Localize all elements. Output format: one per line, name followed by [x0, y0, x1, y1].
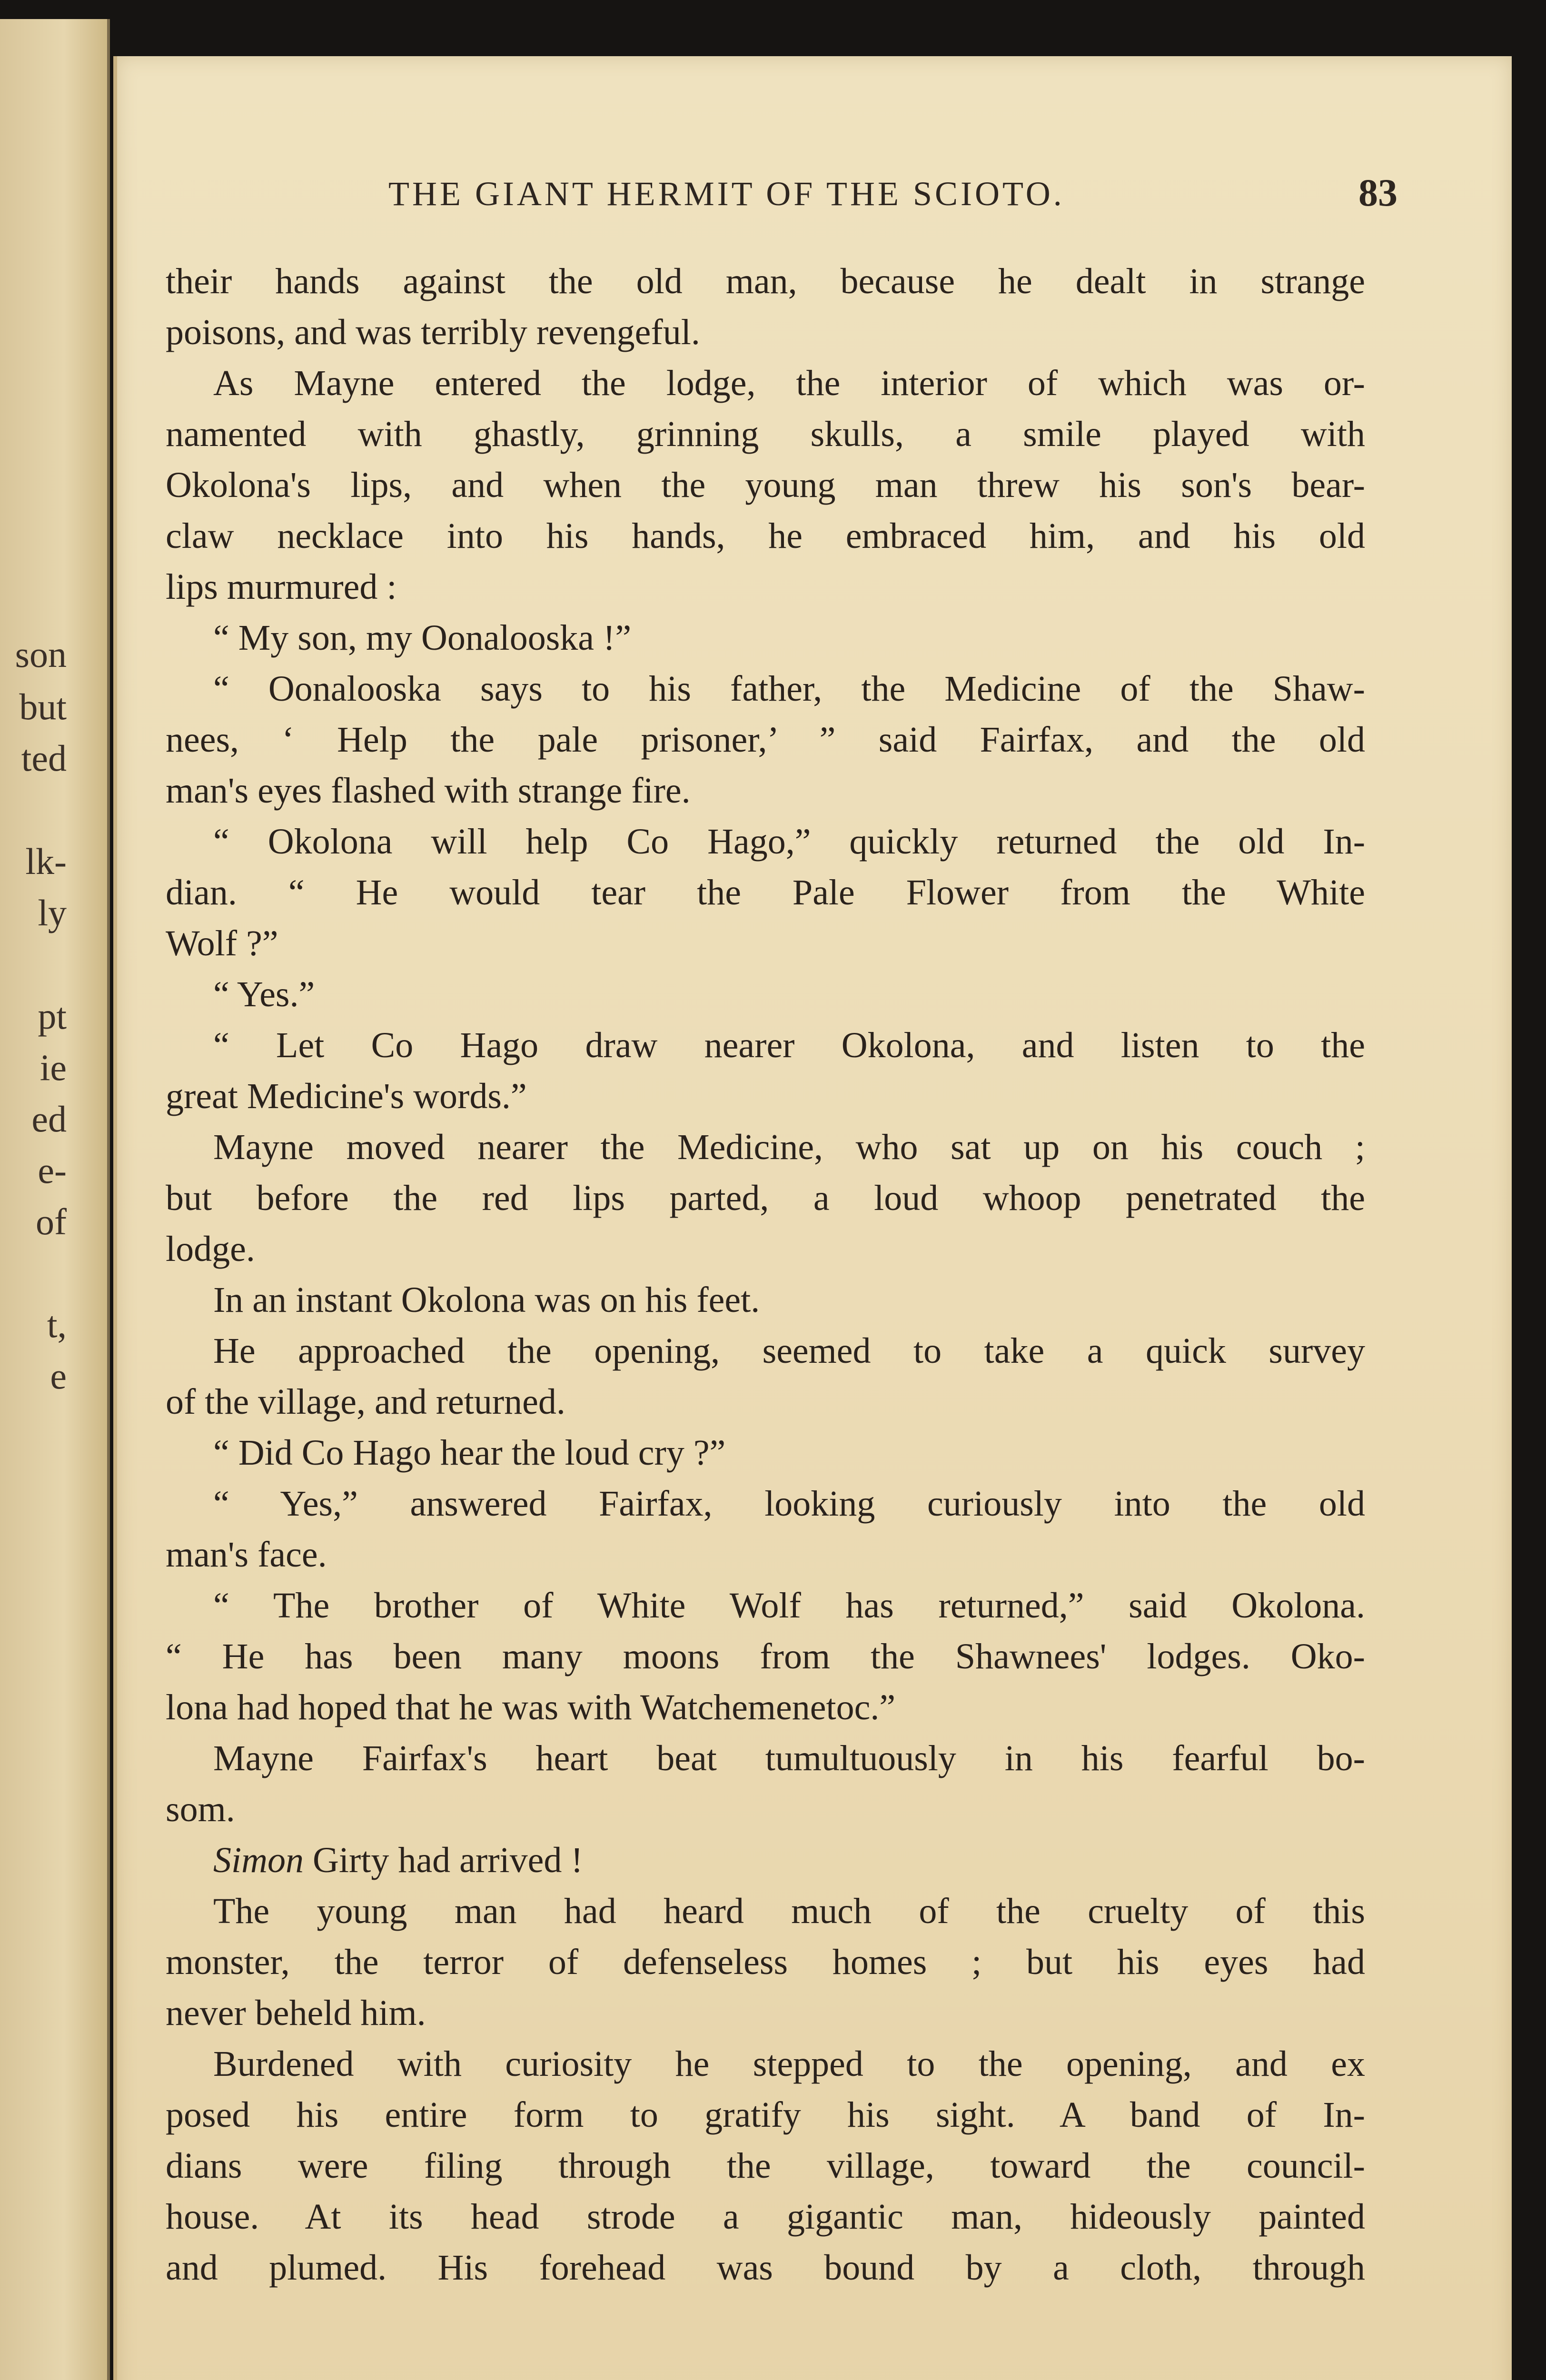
running-title: THE GIANT HERMIT OF THE SCIOTO.: [388, 175, 1065, 213]
text-line: man's face.: [166, 1535, 327, 1575]
text-line: lodge.: [166, 1229, 255, 1269]
text-line: Okolona's lips, and when the young man threw his son's bear-: [166, 465, 1365, 505]
text-line: “ Yes.”: [213, 974, 315, 1014]
text-line: “ My son, my Oonalooska !”: [213, 618, 632, 658]
text-line: som.: [166, 1789, 235, 1829]
text-line: of the village, and returned.: [166, 1382, 565, 1422]
book-page: [113, 56, 1512, 2380]
text-line: “ Oonalooska says to his father, the Medicine of the Shaw-: [213, 669, 1365, 709]
text-line: “ Okolona will help Co Hago,” quickly returned the old In-: [213, 822, 1365, 862]
page-number: 83: [1358, 171, 1397, 214]
fragment: of: [36, 1201, 67, 1242]
fragment: but: [19, 686, 67, 727]
text-line: but before the red lips parted, a loud whoop penetrated the: [166, 1178, 1365, 1218]
text-line: The young man had heard much of the cruelty of this: [213, 1891, 1365, 1931]
text-line: “ Yes,” answered Fairfax, looking curiously into the old: [213, 1484, 1365, 1524]
text-line: dian. “ He would tear the Pale Flower from the White: [166, 873, 1365, 912]
fragment: son: [15, 634, 67, 675]
page-body-text: [166, 256, 1365, 2293]
text-line: great Medicine's words.”: [166, 1076, 527, 1116]
text-line: nees, ‘ Help the pale prisoner,’ ” said Fairfax, and the old: [166, 720, 1365, 760]
fragment: ed: [31, 1098, 67, 1140]
fragment: pt: [38, 995, 67, 1037]
fragment: ted: [21, 737, 67, 779]
text-line: dians were filing through the village, toward the council-: [166, 2146, 1365, 2186]
text-line: claw necklace into his hands, he embraced him, and his old: [166, 516, 1365, 556]
text-line: “ Let Co Hago draw nearer Okolona, and listen to the: [213, 1025, 1365, 1065]
text-line: “ Did Co Hago hear the loud cry ?”: [213, 1433, 726, 1473]
fragment: ly: [38, 892, 67, 933]
fragment: e-: [38, 1150, 67, 1191]
text-line: monster, the terror of defenseless homes ; but his eyes had: [166, 1942, 1365, 1982]
text-line: Mayne Fairfax's heart beat tumultuously in his fearful bo-: [213, 1738, 1365, 1778]
left-facing-page: [0, 19, 110, 2380]
text-line: “ He has been many moons from the Shawnees' lodges. Oko-: [166, 1636, 1365, 1676]
fragment: e: [50, 1355, 67, 1397]
text-line: In an instant Okolona was on his feet.: [213, 1280, 760, 1320]
text-line: As Mayne entered the lodge, the interior of which was or-: [213, 363, 1365, 403]
text-line: posed his entire form to gratify his sight. A band of In-: [166, 2095, 1365, 2135]
text-line: house. At its head strode a gigantic man, hideously painted: [166, 2197, 1365, 2237]
fragment: lk-: [25, 841, 67, 882]
text-line: Mayne moved nearer the Medicine, who sat up on his couch ;: [213, 1127, 1365, 1167]
text-line: never beheld him.: [166, 1993, 426, 2033]
text-line: lona had hoped that he was with Watchemenetoc.”: [166, 1687, 896, 1727]
left-page-text-fragments: [0, 19, 107, 2380]
text-line: man's eyes flashed with strange fire.: [166, 771, 691, 811]
fragment: ie: [40, 1047, 67, 1088]
text-line: and plumed. His forehead was bound by a cloth, through: [166, 2248, 1365, 2288]
text-line: poisons, and was terribly revengeful.: [166, 312, 700, 352]
italic-name: Simon: [213, 1840, 304, 1880]
text-line: their hands against the old man, because he dealt in strange: [166, 261, 1365, 301]
text-line: Burdened with curiosity he stepped to the opening, and ex: [213, 2044, 1365, 2084]
fragment: t,: [47, 1304, 67, 1345]
text-line: namented with ghastly, grinning skulls, a smile played with: [166, 414, 1365, 454]
text-line: lips murmured :: [166, 567, 397, 607]
text-run: Girty had arrived !: [304, 1840, 583, 1880]
text-line: Wolf ?”: [166, 923, 278, 963]
text-line: He approached the opening, seemed to take a quick survey: [213, 1331, 1365, 1371]
text-line: “ The brother of White Wolf has returned,” said Okolona.: [213, 1586, 1365, 1626]
text-line: [166, 1835, 1365, 1886]
